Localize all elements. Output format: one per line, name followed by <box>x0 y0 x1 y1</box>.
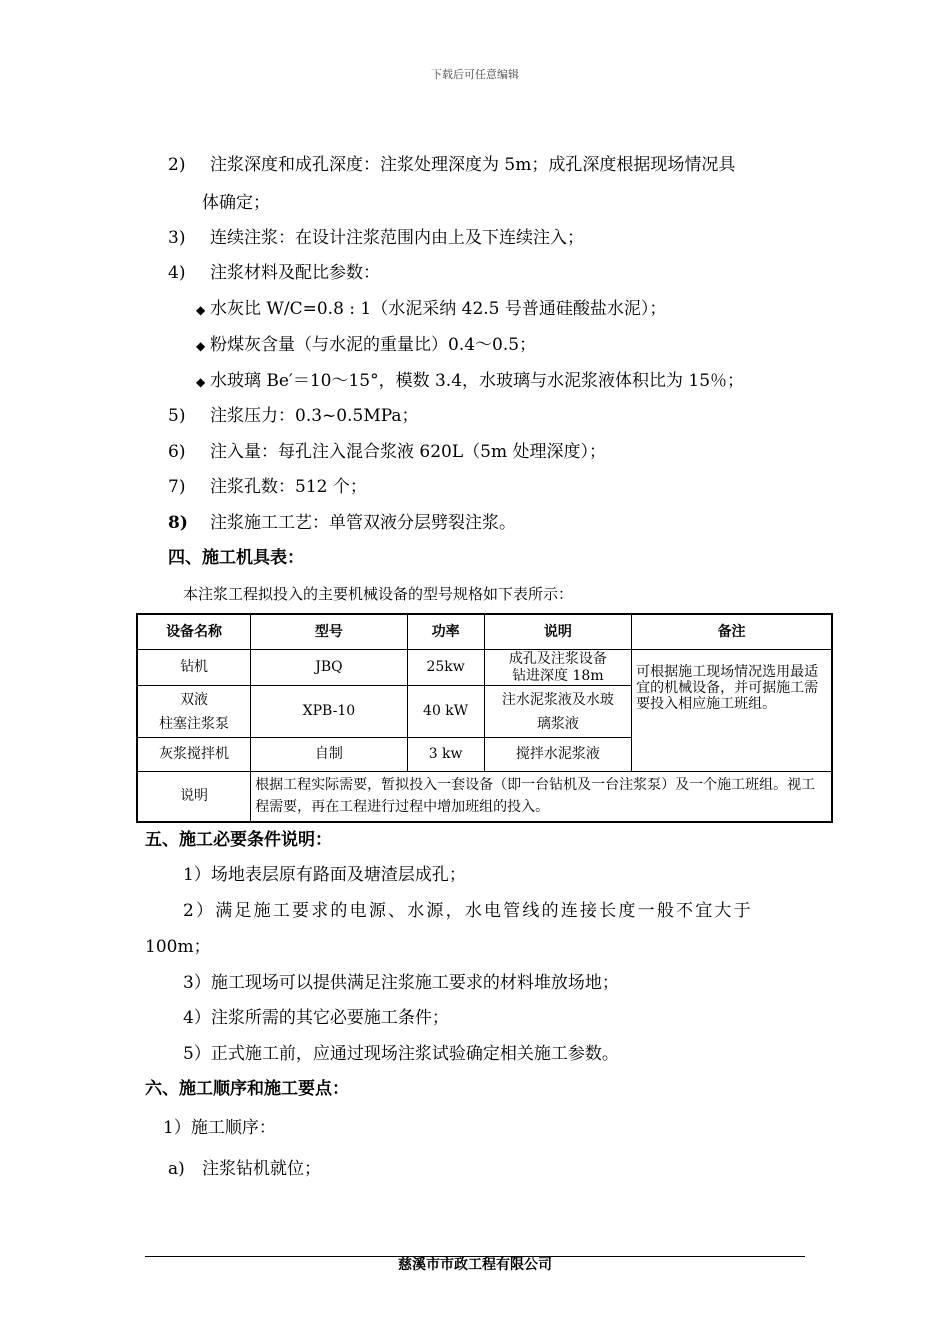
column-header: 型号 <box>251 614 408 650</box>
bullet-text: 粉煤灰含量（与水泥的重量比）0.4～0.5； <box>210 335 537 355</box>
column-header: 备注 <box>632 614 832 650</box>
sub-heading: 1）施工顺序： <box>163 1118 276 1138</box>
table-cell: 钻机 <box>137 650 251 686</box>
item-text: 注浆压力：0.3~0.5MPa； <box>210 406 419 426</box>
table-cell: 40 kW <box>407 686 484 738</box>
note-cell: 根据工程实际需要，暂拟投入一套设备（即一台钻机及一台注浆泵）及一个施工班组。视工程需要，再在工程进行过程中增加班组的投入。 <box>251 772 832 822</box>
bullet-text: 水灰比 W/C=0.8 : 1（水泥采纳 42.5 号普通硅酸盐水泥）； <box>210 299 667 319</box>
list-item <box>168 154 735 176</box>
column-header: 说明 <box>484 614 632 650</box>
page-footer: 慈溪市市政工程有限公司 <box>398 1257 552 1273</box>
table-cell: 搅拌水泥浆液 <box>484 738 632 772</box>
item-text: 注入量：每孔注入混合浆液 620L（5m 处理深度）； <box>210 442 606 462</box>
table-cell: XPB-10 <box>251 686 408 738</box>
list-item <box>168 262 380 284</box>
condition-item: 2）满足施工要求的电源、水源，水电管线的连接长度一般不宜大于 <box>183 901 753 921</box>
table-header-row <box>137 614 832 650</box>
item-text: 注浆孔数：512 个； <box>210 477 367 497</box>
table-cell <box>484 686 632 738</box>
item-number: 7) <box>168 477 186 497</box>
item-number: 2) <box>168 155 186 175</box>
list-item <box>168 441 606 463</box>
cell-line: 双液 <box>180 691 209 708</box>
table-cell: 说明 <box>137 772 251 822</box>
item-text: 连续注浆：在设计注浆范围内由上及下连续注入； <box>210 228 584 248</box>
bullet-item <box>196 334 536 357</box>
table-row <box>137 650 832 686</box>
table-cell: 灰浆搅拌机 <box>137 738 251 772</box>
diamond-bullet-icon: ◆ <box>196 375 206 389</box>
section-heading: 五、施工必要条件说明： <box>145 830 332 850</box>
item-number: 3) <box>168 228 186 248</box>
condition-item-continuation: 100m； <box>145 937 211 957</box>
item-text: 注浆钻机就位； <box>202 1159 321 1179</box>
remark-cell: 可根据施工现场情况选用最适宜的机械设备，并可据施工需要投入相应施工班组。 <box>632 650 832 772</box>
item-number: 5) <box>168 406 186 426</box>
table-cell <box>484 650 632 686</box>
list-item <box>168 227 584 249</box>
cell-line: 钻进深度 18m <box>512 667 604 684</box>
condition-item: 1）场地表层原有路面及塘渣层成孔； <box>183 865 466 885</box>
equipment-table <box>136 613 833 823</box>
cell-line: 璃浆液 <box>536 715 579 732</box>
condition-item: 5）正式施工前，应通过现场注浆试验确定相关施工参数。 <box>183 1044 619 1064</box>
section-heading: 六、施工顺序和施工要点： <box>145 1079 349 1099</box>
item-number: 8) <box>168 513 188 533</box>
condition-item: 3）施工现场可以提供满足注浆施工要求的材料堆放场地； <box>183 973 619 993</box>
list-item-continuation: 体确定； <box>202 193 270 213</box>
item-letter: a) <box>168 1159 185 1179</box>
table-row <box>137 772 832 822</box>
bullet-text: 水玻璃 Be′＝10～15°，模数 3.4，水玻璃与水泥浆液体积比为 15％； <box>210 371 745 391</box>
cell-line: 注水泥浆液及水玻 <box>501 691 614 708</box>
item-text: 注浆施工工艺：单管双液分层劈裂注浆。 <box>210 513 516 533</box>
list-item <box>168 476 367 498</box>
item-number: 4) <box>168 263 186 283</box>
bullet-item <box>196 370 744 393</box>
section-heading: 四、施工机具表： <box>168 548 304 568</box>
bullet-item <box>196 298 666 321</box>
list-item <box>168 405 419 427</box>
cell-line: 成孔及注浆设备 <box>508 650 607 667</box>
condition-item: 4）注浆所需的其它必要施工条件； <box>183 1008 449 1028</box>
list-item <box>168 512 516 534</box>
table-cell: JBQ <box>251 650 408 686</box>
diamond-bullet-icon: ◆ <box>196 339 206 353</box>
table-cell: 3 kw <box>407 738 484 772</box>
item-text: 注浆材料及配比参数： <box>210 263 380 283</box>
table-cell: 25kw <box>407 650 484 686</box>
diamond-bullet-icon: ◆ <box>196 303 206 317</box>
page-header: 下载后可任意编辑 <box>431 68 519 81</box>
column-header: 功率 <box>407 614 484 650</box>
item-text: 注浆深度和成孔深度：注浆处理深度为 5m；成孔深度根据现场情况具 <box>210 155 736 175</box>
cell-line: 柱塞注浆泵 <box>159 715 230 732</box>
list-item <box>168 1158 321 1180</box>
column-header: 设备名称 <box>137 614 251 650</box>
table-cell <box>137 686 251 738</box>
section-intro: 本注浆工程拟投入的主要机械设备的型号规格如下表所示： <box>183 585 574 603</box>
item-number: 6) <box>168 442 186 462</box>
table-cell: 自制 <box>251 738 408 772</box>
